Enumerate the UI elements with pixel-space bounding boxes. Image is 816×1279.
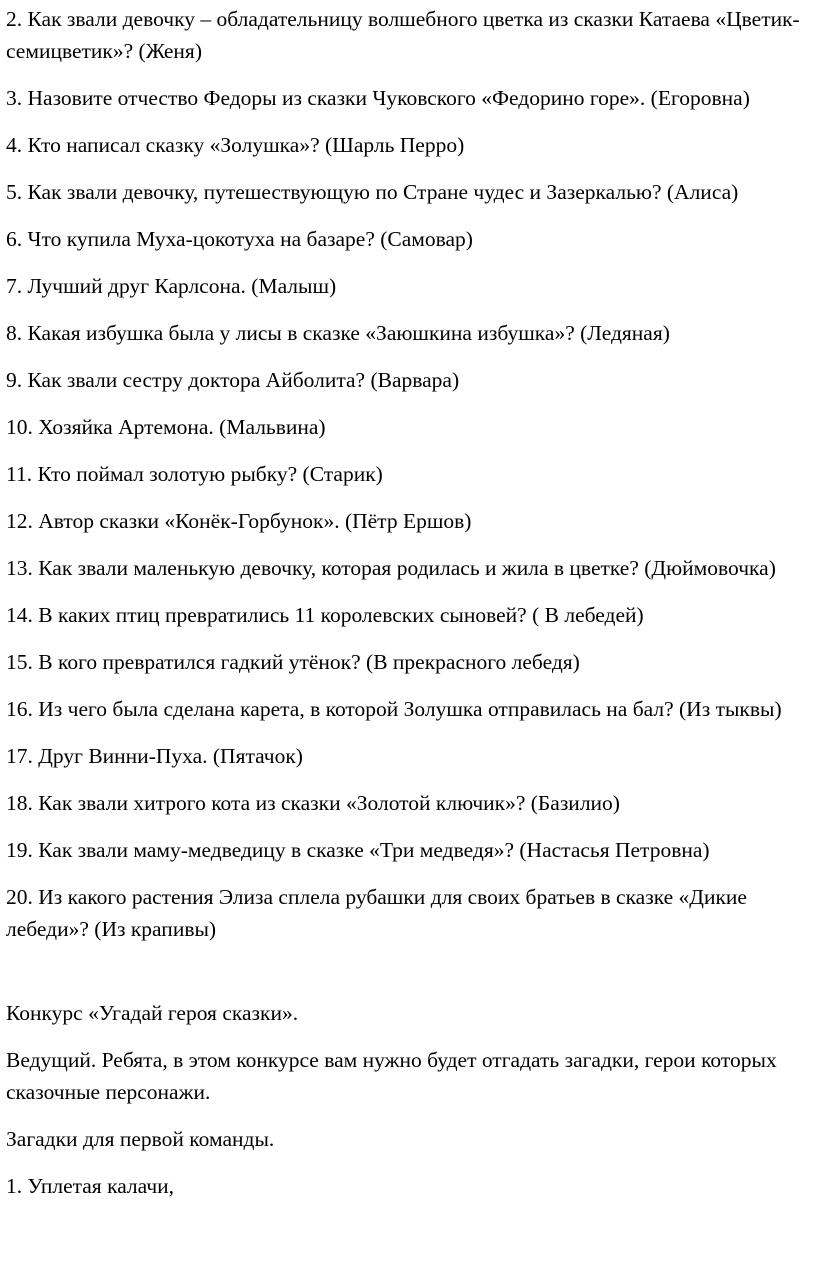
question-5: 5. Как звали девочку, путешествующую по Стране чудес и Зазеркалью? (Алиса) [6,180,739,204]
question-10: 10. Хозяйка Артемона. (Мальвина) [6,415,326,439]
question-4: 4. Кто написал сказку «Золушка»? (Шарль Перро) [6,133,465,157]
question-17: 17. Друг Винни-Пуха. (Пятачок) [6,744,303,768]
question-18: 18. Как звали хитрого кота из сказки «Золотой ключик»? (Базилио) [6,791,620,815]
question-7: 7. Лучший друг Карлсона. (Малыш) [6,274,337,298]
question-3: 3. Назовите отчество Федоры из сказки Чуковского «Федорино горе». (Егоровна) [6,86,750,110]
question-6: 6. Что купила Муха-цокотуха на базаре? (Самовар) [6,227,473,251]
host-intro: Ведущий. Ребята, в этом конкурсе вам нужно будет отгадать загадки, герои которых сказочные персонажи. [6,1048,777,1104]
contest-title: Конкурс «Угадай героя сказки». [6,1001,299,1025]
question-13: 13. Как звали маленькую девочку, которая родилась и жила в цветке? (Дюймовочка) [6,556,776,580]
question-14: 14. В каких птиц превратились 11 королевских сыновей? ( В лебедей) [6,603,644,627]
question-15: 15. В кого превратился гадкий утёнок? (В прекрасного лебедя) [6,650,580,674]
blank-line [6,960,810,997]
question-8: 8. Какая избушка была у лисы в сказке «Заюшкина избушка»? (Ледяная) [6,321,670,345]
question-2: 2. Как звали девочку – обладательницу волшебного цветка из сказки Катаева «Цветик-семицветик»? (Женя) [6,7,800,63]
question-11: 11. Кто поймал золотую рыбку? (Старик) [6,462,383,486]
question-19: 19. Как звали маму-медведицу в сказке «Три медведя»? (Настасья Петровна) [6,838,710,862]
question-16: 16. Из чего была сделана карета, в которой Золушка отправилась на бал? (Из тыквы) [6,697,782,721]
riddles-header: Загадки для первой команды. [6,1127,275,1151]
question-20: 20. Из какого растения Элиза сплела рубашки для своих братьев в сказке «Дикие лебеди»? (Из крапивы) [6,885,747,941]
question-9: 9. Как звали сестру доктора Айболита? (Варвара) [6,368,460,392]
riddle-1-line-1: 1. Уплетая калачи, [6,1174,175,1198]
question-12: 12. Автор сказки «Конёк-Горбунок». (Пётр Ершов) [6,509,472,533]
